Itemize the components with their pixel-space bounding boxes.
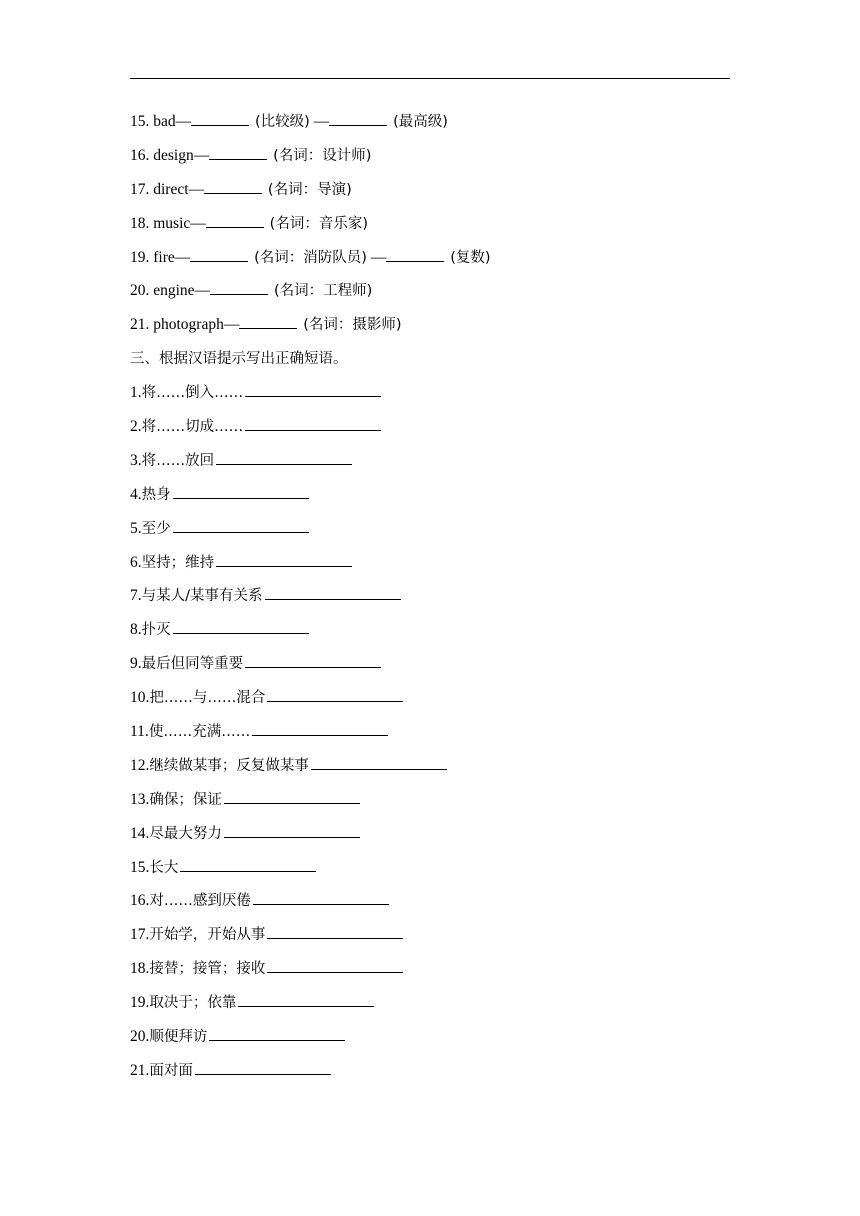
answer-blank[interactable] xyxy=(204,176,262,194)
item-number: 2. xyxy=(130,418,142,436)
answer-blank[interactable] xyxy=(209,142,267,160)
item-hint: (名词：音乐家) xyxy=(269,215,368,232)
item-number: 9. xyxy=(130,655,142,673)
item-number: 20. xyxy=(130,282,150,300)
phrase-item xyxy=(130,582,730,616)
word-form-item xyxy=(130,277,730,311)
phrase-prompt: 对……感到厌倦 xyxy=(149,893,251,910)
item-number: 16. xyxy=(130,146,150,164)
word-form-item xyxy=(130,210,730,244)
phrase-item xyxy=(130,989,730,1023)
phrase-prompt: 尽最大努力 xyxy=(149,825,222,842)
answer-blank[interactable] xyxy=(216,447,352,465)
answer-blank[interactable] xyxy=(180,854,316,872)
phrase-prompt: 最后但同等重要 xyxy=(141,656,244,673)
phrase-item xyxy=(130,379,730,413)
phrase-item xyxy=(130,820,730,854)
phrase-prompt: 顺便拜访 xyxy=(149,1029,208,1046)
phrase-item xyxy=(130,481,730,515)
item-number: 18. xyxy=(130,960,150,978)
answer-blank[interactable] xyxy=(191,108,249,126)
answer-blank[interactable] xyxy=(245,413,381,431)
answer-blank[interactable] xyxy=(267,684,403,702)
phrase-prompt: 将……切成…… xyxy=(141,419,244,436)
item-number: 21. xyxy=(130,1061,150,1079)
phrase-prompt: 面对面 xyxy=(149,1062,193,1079)
item-hint: (名词：消防队员) xyxy=(254,249,367,266)
answer-blank[interactable] xyxy=(190,244,248,262)
word-form-item xyxy=(130,244,730,278)
phrase-prompt: 接替；接管；接收 xyxy=(149,961,266,978)
item-number: 21. xyxy=(130,316,150,334)
item-number: 18. xyxy=(130,214,150,232)
item-number: 6. xyxy=(130,553,142,571)
item-number: 13. xyxy=(130,790,150,808)
phrase-prompt: 将……放回 xyxy=(141,452,215,469)
phrase-prompt: 开始学，开始从事 xyxy=(149,927,266,944)
phrase-item xyxy=(130,1023,730,1057)
item-number: 16. xyxy=(130,892,150,910)
item-word: fire— xyxy=(153,248,191,266)
phrase-item xyxy=(130,549,730,583)
phrase-item xyxy=(130,684,730,718)
phrase-prompt: 把……与……混合 xyxy=(149,690,266,707)
word-form-item xyxy=(130,108,730,142)
item-word: photograph— xyxy=(153,316,240,334)
answer-blank[interactable] xyxy=(173,515,309,533)
word-form-item xyxy=(130,311,730,345)
section-heading: 三、根据汉语提示写出正确短语。 xyxy=(130,351,348,368)
item-number: 12. xyxy=(130,756,150,774)
item-number: 14. xyxy=(130,824,150,842)
item-word: music— xyxy=(153,214,206,232)
phrase-prompt: 确保；保证 xyxy=(149,791,222,808)
item-hint: (复数) xyxy=(450,249,491,266)
item-number: 17. xyxy=(130,926,150,944)
answer-blank[interactable] xyxy=(224,786,360,804)
item-number: 15. xyxy=(130,858,150,876)
answer-blank[interactable] xyxy=(239,311,297,329)
phrase-item xyxy=(130,921,730,955)
phrase-item xyxy=(130,955,730,989)
phrase-prompt: 与某人/某事有关系 xyxy=(141,588,263,605)
worksheet-content xyxy=(130,108,730,1091)
phrase-item xyxy=(130,1057,730,1091)
word-form-item xyxy=(130,176,730,210)
phrase-item xyxy=(130,616,730,650)
item-word: engine— xyxy=(153,282,211,300)
phrase-prompt: 坚持；维持 xyxy=(141,554,215,571)
item-number: 15. xyxy=(130,113,150,130)
phrase-prompt: 继续做某事；反复做某事 xyxy=(149,757,309,774)
word-form-item xyxy=(130,142,730,176)
phrase-item xyxy=(130,786,730,820)
item-number: 3. xyxy=(130,451,142,469)
item-separator: — xyxy=(370,248,387,266)
answer-blank[interactable] xyxy=(238,989,374,1007)
answer-blank[interactable] xyxy=(245,379,381,397)
item-number: 19. xyxy=(130,994,150,1012)
answer-blank[interactable] xyxy=(253,887,389,905)
phrase-prompt: 使……充满…… xyxy=(148,724,251,741)
item-number: 7. xyxy=(130,587,142,605)
phrase-prompt: 将……倒入…… xyxy=(141,385,244,402)
phrase-item xyxy=(130,752,730,786)
answer-blank[interactable] xyxy=(173,616,309,634)
phrase-item xyxy=(130,718,730,752)
item-number: 19. xyxy=(130,248,150,266)
phrase-item xyxy=(130,650,730,684)
answer-blank[interactable] xyxy=(173,481,309,499)
item-number: 17. xyxy=(130,180,150,198)
phrase-prompt: 长大 xyxy=(149,859,179,876)
item-number: 11. xyxy=(130,723,149,741)
item-hint: (名词：摄影师) xyxy=(303,317,402,334)
item-hint: (名词：设计师) xyxy=(273,147,372,164)
answer-blank[interactable] xyxy=(209,1023,345,1041)
item-hint: (名词：导演) xyxy=(267,181,352,198)
item-word: direct— xyxy=(153,180,205,198)
phrase-item xyxy=(130,854,730,888)
answer-blank[interactable] xyxy=(267,921,403,939)
answer-blank[interactable] xyxy=(216,549,352,567)
item-word: bad— xyxy=(153,113,192,130)
phrase-prompt: 热身 xyxy=(141,486,171,503)
item-hint: (最高级) xyxy=(393,114,448,130)
answer-blank[interactable] xyxy=(311,752,447,770)
item-number: 5. xyxy=(130,519,142,537)
answer-blank[interactable] xyxy=(265,582,401,600)
answer-blank[interactable] xyxy=(210,277,268,295)
answer-blank[interactable] xyxy=(245,650,381,668)
item-number: 4. xyxy=(130,485,142,503)
answer-blank[interactable] xyxy=(224,820,360,838)
phrase-prompt: 扑灭 xyxy=(141,622,171,639)
phrase-item xyxy=(130,447,730,481)
answer-blank[interactable] xyxy=(329,108,387,126)
answer-blank[interactable] xyxy=(206,210,264,228)
phrase-item xyxy=(130,887,730,921)
item-number: 8. xyxy=(130,621,142,639)
item-hint: (比较级) xyxy=(255,114,310,130)
phrase-item xyxy=(130,515,730,549)
phrase-prompt: 至少 xyxy=(141,520,171,537)
header-rule xyxy=(130,78,730,79)
item-hint: (名词：工程师) xyxy=(273,283,373,300)
phrase-item xyxy=(130,413,730,447)
phrase-prompt: 取决于；依靠 xyxy=(149,995,237,1012)
answer-blank[interactable] xyxy=(386,244,444,262)
item-number: 20. xyxy=(130,1028,150,1046)
answer-blank[interactable] xyxy=(252,718,388,736)
item-word: design— xyxy=(153,146,210,164)
answer-blank[interactable] xyxy=(267,955,403,973)
item-number: 10. xyxy=(130,689,150,707)
item-separator: — xyxy=(313,113,330,130)
answer-blank[interactable] xyxy=(195,1057,331,1075)
item-number: 1. xyxy=(130,384,142,402)
